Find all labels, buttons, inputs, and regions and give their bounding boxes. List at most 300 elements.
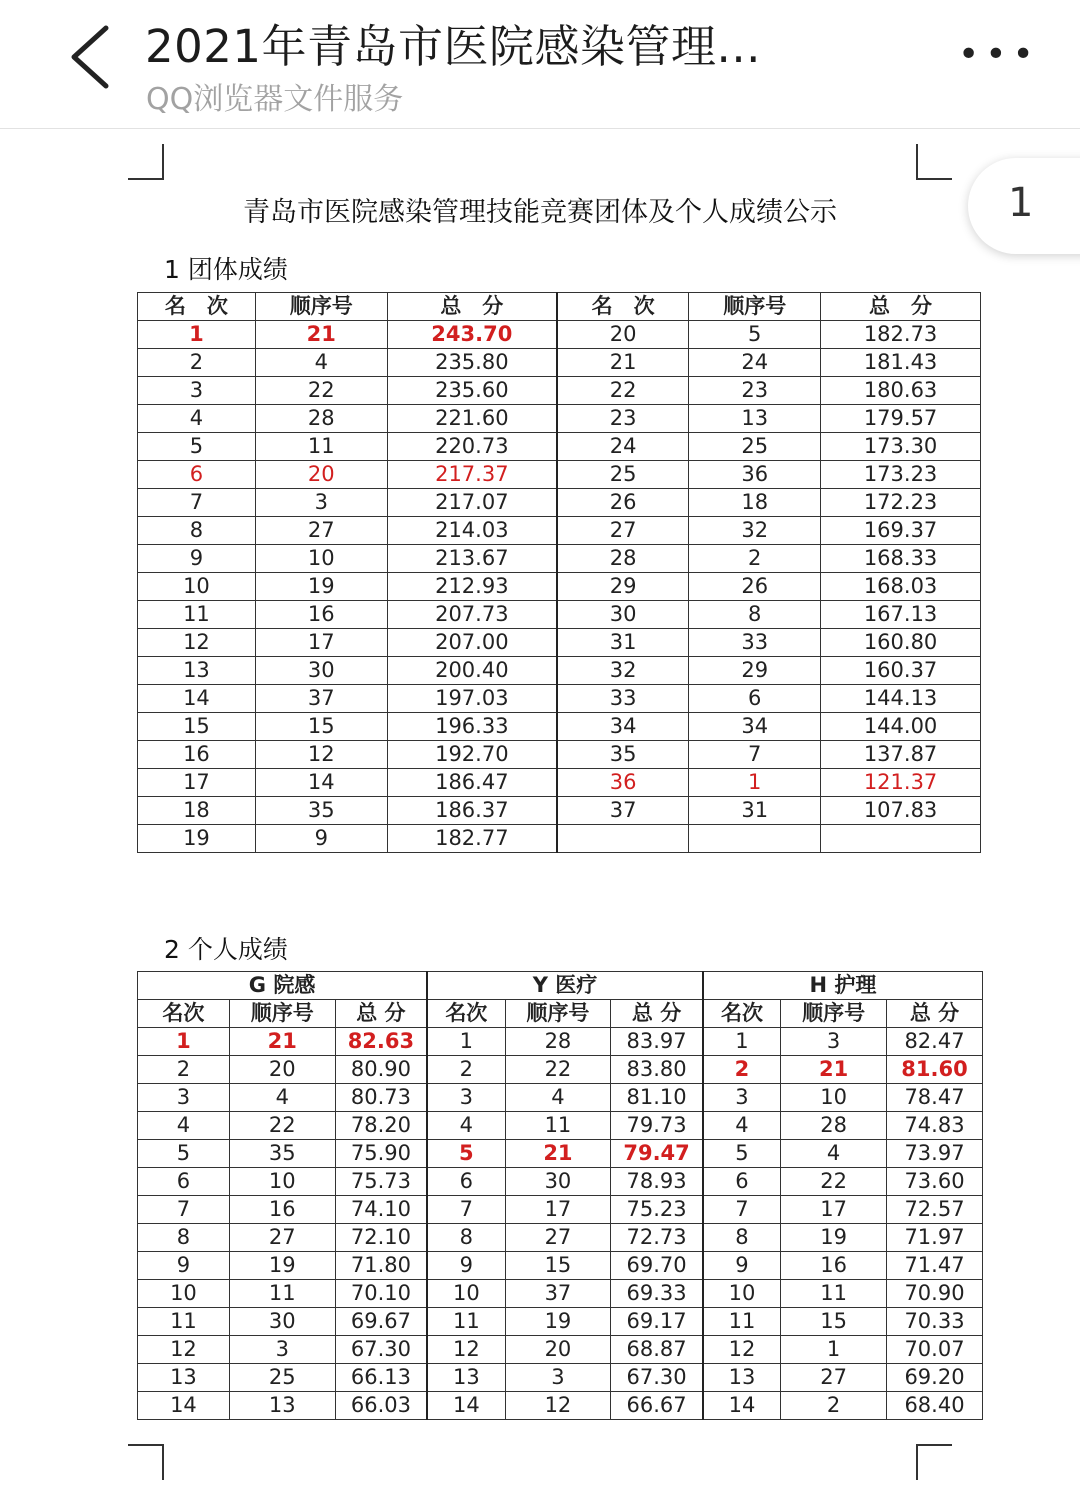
individual-results-table bbox=[137, 971, 983, 1420]
table-row bbox=[138, 825, 981, 853]
seq-cell: 28 bbox=[505, 1028, 611, 1056]
score-cell: 67.30 bbox=[335, 1336, 427, 1364]
seq-cell: 35 bbox=[229, 1140, 335, 1168]
score-cell: 173.23 bbox=[821, 461, 981, 489]
score-cell: 72.73 bbox=[611, 1224, 703, 1252]
score-cell: 192.70 bbox=[387, 741, 557, 769]
rank-cell: 26 bbox=[557, 489, 689, 517]
seq-cell: 7 bbox=[689, 741, 821, 769]
score-cell: 137.87 bbox=[821, 741, 981, 769]
score-cell: 66.13 bbox=[335, 1364, 427, 1392]
table-row bbox=[138, 1140, 983, 1168]
seq-cell: 37 bbox=[255, 685, 387, 713]
score-cell: 221.60 bbox=[387, 405, 557, 433]
score-cell: 235.80 bbox=[387, 349, 557, 377]
score-cell: 69.17 bbox=[611, 1308, 703, 1336]
table-row bbox=[138, 685, 981, 713]
score-cell: 180.63 bbox=[821, 377, 981, 405]
seq-cell: 32 bbox=[689, 517, 821, 545]
report-title: 青岛市医院感染管理技能竞赛团体及个人成绩公示 bbox=[243, 197, 837, 228]
rank-cell: 5 bbox=[138, 1140, 230, 1168]
seq-cell: 31 bbox=[689, 797, 821, 825]
table-row bbox=[138, 1028, 983, 1056]
app-header bbox=[0, 0, 1080, 129]
rank-cell: 24 bbox=[557, 433, 689, 461]
rank-cell: 6 bbox=[138, 461, 256, 489]
rank-cell: 6 bbox=[703, 1168, 781, 1196]
table-row bbox=[138, 797, 981, 825]
rank-cell bbox=[557, 825, 689, 853]
col-seq: 顺序号 bbox=[255, 293, 387, 321]
table-row bbox=[138, 1224, 983, 1252]
rank-cell: 7 bbox=[703, 1196, 781, 1224]
seq-cell: 12 bbox=[255, 741, 387, 769]
score-cell: 167.13 bbox=[821, 601, 981, 629]
page-number: 1 bbox=[1008, 180, 1034, 226]
seq-cell: 8 bbox=[689, 601, 821, 629]
group-g-header: G 院感 bbox=[138, 972, 428, 1000]
table-row bbox=[138, 1112, 983, 1140]
rank-cell: 13 bbox=[427, 1364, 505, 1392]
rank-cell: 14 bbox=[427, 1392, 505, 1420]
rank-cell: 5 bbox=[427, 1140, 505, 1168]
table-row bbox=[138, 349, 981, 377]
table-row bbox=[138, 1280, 983, 1308]
seq-cell: 21 bbox=[505, 1140, 611, 1168]
score-cell: 71.97 bbox=[887, 1224, 983, 1252]
seq-cell: 4 bbox=[781, 1140, 887, 1168]
rank-cell: 34 bbox=[557, 713, 689, 741]
seq-cell: 19 bbox=[781, 1224, 887, 1252]
rank-cell: 9 bbox=[427, 1252, 505, 1280]
rank-cell: 29 bbox=[557, 573, 689, 601]
seq-cell: 10 bbox=[229, 1168, 335, 1196]
source-subtitle: QQ浏览器文件服务 bbox=[146, 82, 404, 117]
section-individual-heading: 2 个人成绩 bbox=[164, 935, 288, 964]
score-cell: 75.90 bbox=[335, 1140, 427, 1168]
table-row bbox=[138, 657, 981, 685]
score-cell: 173.30 bbox=[821, 433, 981, 461]
rank-cell: 33 bbox=[557, 685, 689, 713]
rank-cell: 8 bbox=[138, 1224, 230, 1252]
seq-cell: 4 bbox=[505, 1084, 611, 1112]
seq-cell: 30 bbox=[505, 1168, 611, 1196]
seq-cell: 4 bbox=[255, 349, 387, 377]
score-cell: 212.93 bbox=[387, 573, 557, 601]
seq-cell: 10 bbox=[255, 545, 387, 573]
score-cell: 69.70 bbox=[611, 1252, 703, 1280]
seq-cell: 17 bbox=[505, 1196, 611, 1224]
score-cell: 73.60 bbox=[887, 1168, 983, 1196]
seq-cell: 5 bbox=[689, 321, 821, 349]
seq-cell: 3 bbox=[255, 489, 387, 517]
seq-cell: 29 bbox=[689, 657, 821, 685]
score-cell: 74.83 bbox=[887, 1112, 983, 1140]
seq-cell: 27 bbox=[255, 517, 387, 545]
seq-cell: 33 bbox=[689, 629, 821, 657]
team-results-table bbox=[137, 292, 981, 853]
seq-cell: 1 bbox=[689, 769, 821, 797]
rank-cell: 12 bbox=[138, 629, 256, 657]
score-cell: 75.23 bbox=[611, 1196, 703, 1224]
score-cell: 107.83 bbox=[821, 797, 981, 825]
seq-cell: 36 bbox=[689, 461, 821, 489]
group-h-header: H 护理 bbox=[703, 972, 983, 1000]
score-cell: 168.03 bbox=[821, 573, 981, 601]
col-rank: 名次 bbox=[703, 1000, 781, 1028]
seq-cell: 15 bbox=[255, 713, 387, 741]
seq-cell: 19 bbox=[255, 573, 387, 601]
score-cell: 80.73 bbox=[335, 1084, 427, 1112]
corner-mark-bottom-right bbox=[916, 1444, 952, 1480]
seq-cell: 16 bbox=[781, 1252, 887, 1280]
document-title: 2021年青岛市医院感染管理... bbox=[145, 20, 761, 73]
table-row bbox=[138, 1056, 983, 1084]
seq-cell: 22 bbox=[505, 1056, 611, 1084]
rank-cell: 7 bbox=[427, 1196, 505, 1224]
rank-cell: 11 bbox=[703, 1308, 781, 1336]
score-cell: 68.40 bbox=[887, 1392, 983, 1420]
col-score: 总 分 bbox=[611, 1000, 703, 1028]
seq-cell: 16 bbox=[255, 601, 387, 629]
rank-cell: 18 bbox=[138, 797, 256, 825]
score-cell: 82.63 bbox=[335, 1028, 427, 1056]
score-cell: 69.33 bbox=[611, 1280, 703, 1308]
rank-cell: 4 bbox=[703, 1112, 781, 1140]
table-row bbox=[138, 321, 981, 349]
seq-cell: 19 bbox=[229, 1252, 335, 1280]
rank-cell: 35 bbox=[557, 741, 689, 769]
section-team-heading: 1 团体成绩 bbox=[164, 255, 288, 284]
seq-cell: 34 bbox=[689, 713, 821, 741]
score-cell: 80.90 bbox=[335, 1056, 427, 1084]
table-row bbox=[138, 1084, 983, 1112]
seq-cell: 21 bbox=[255, 321, 387, 349]
rank-cell: 37 bbox=[557, 797, 689, 825]
score-cell: 67.30 bbox=[611, 1364, 703, 1392]
table-row bbox=[138, 1168, 983, 1196]
rank-cell: 1 bbox=[138, 1028, 230, 1056]
seq-cell: 20 bbox=[505, 1336, 611, 1364]
rank-cell: 10 bbox=[427, 1280, 505, 1308]
seq-cell: 3 bbox=[229, 1336, 335, 1364]
col-score: 总 分 bbox=[387, 293, 557, 321]
score-cell: 213.67 bbox=[387, 545, 557, 573]
table-row bbox=[138, 1336, 983, 1364]
score-cell: 181.43 bbox=[821, 349, 981, 377]
rank-cell: 20 bbox=[557, 321, 689, 349]
score-cell: 73.97 bbox=[887, 1140, 983, 1168]
rank-cell: 5 bbox=[138, 433, 256, 461]
table-row bbox=[138, 1196, 983, 1224]
score-cell: 200.40 bbox=[387, 657, 557, 685]
seq-cell: 14 bbox=[255, 769, 387, 797]
score-cell: 168.33 bbox=[821, 545, 981, 573]
col-seq: 顺序号 bbox=[689, 293, 821, 321]
seq-cell: 1 bbox=[781, 1336, 887, 1364]
rank-cell: 25 bbox=[557, 461, 689, 489]
seq-cell: 26 bbox=[689, 573, 821, 601]
seq-cell: 37 bbox=[505, 1280, 611, 1308]
seq-cell: 13 bbox=[229, 1392, 335, 1420]
rank-cell: 8 bbox=[427, 1224, 505, 1252]
seq-cell: 19 bbox=[505, 1308, 611, 1336]
score-cell: 81.10 bbox=[611, 1084, 703, 1112]
more-options-icon[interactable]: ••• bbox=[958, 34, 1040, 75]
rank-cell: 1 bbox=[138, 321, 256, 349]
score-cell: 243.70 bbox=[387, 321, 557, 349]
seq-cell: 27 bbox=[781, 1364, 887, 1392]
rank-cell: 6 bbox=[427, 1168, 505, 1196]
seq-cell: 17 bbox=[781, 1196, 887, 1224]
table-row bbox=[138, 517, 981, 545]
seq-cell: 21 bbox=[229, 1028, 335, 1056]
score-cell: 83.97 bbox=[611, 1028, 703, 1056]
score-cell: 72.57 bbox=[887, 1196, 983, 1224]
col-seq: 顺序号 bbox=[229, 1000, 335, 1028]
rank-cell: 13 bbox=[138, 1364, 230, 1392]
seq-cell: 6 bbox=[689, 685, 821, 713]
rank-cell: 9 bbox=[138, 545, 256, 573]
seq-cell: 13 bbox=[689, 405, 821, 433]
rank-cell: 6 bbox=[138, 1168, 230, 1196]
score-cell: 197.03 bbox=[387, 685, 557, 713]
rank-cell: 11 bbox=[138, 1308, 230, 1336]
score-cell: 75.73 bbox=[335, 1168, 427, 1196]
seq-cell: 11 bbox=[505, 1112, 611, 1140]
table-row bbox=[138, 1252, 983, 1280]
rank-cell: 7 bbox=[138, 1196, 230, 1224]
score-cell: 144.13 bbox=[821, 685, 981, 713]
seq-cell: 10 bbox=[781, 1084, 887, 1112]
table-row bbox=[138, 1392, 983, 1420]
score-cell: 78.93 bbox=[611, 1168, 703, 1196]
score-cell: 186.47 bbox=[387, 769, 557, 797]
seq-cell: 21 bbox=[781, 1056, 887, 1084]
rank-cell: 4 bbox=[427, 1112, 505, 1140]
score-cell: 70.33 bbox=[887, 1308, 983, 1336]
score-cell: 79.47 bbox=[611, 1140, 703, 1168]
score-cell: 70.90 bbox=[887, 1280, 983, 1308]
seq-cell: 25 bbox=[689, 433, 821, 461]
seq-cell: 11 bbox=[255, 433, 387, 461]
table-row bbox=[138, 377, 981, 405]
seq-cell: 12 bbox=[505, 1392, 611, 1420]
seq-cell: 30 bbox=[229, 1308, 335, 1336]
rank-cell: 8 bbox=[703, 1224, 781, 1252]
score-cell: 68.87 bbox=[611, 1336, 703, 1364]
score-cell: 179.57 bbox=[821, 405, 981, 433]
rank-cell: 30 bbox=[557, 601, 689, 629]
rank-cell: 2 bbox=[138, 1056, 230, 1084]
score-cell: 144.00 bbox=[821, 713, 981, 741]
back-arrow-icon[interactable] bbox=[62, 22, 122, 92]
table-row bbox=[138, 741, 981, 769]
seq-cell: 24 bbox=[689, 349, 821, 377]
seq-cell: 25 bbox=[229, 1364, 335, 1392]
score-cell: 71.47 bbox=[887, 1252, 983, 1280]
rank-cell: 10 bbox=[138, 573, 256, 601]
rank-cell: 14 bbox=[138, 685, 256, 713]
score-cell: 186.37 bbox=[387, 797, 557, 825]
seq-cell: 11 bbox=[781, 1280, 887, 1308]
seq-cell: 35 bbox=[255, 797, 387, 825]
rank-cell: 32 bbox=[557, 657, 689, 685]
seq-cell: 17 bbox=[255, 629, 387, 657]
score-cell: 66.67 bbox=[611, 1392, 703, 1420]
table-row bbox=[138, 1308, 983, 1336]
score-cell: 70.07 bbox=[887, 1336, 983, 1364]
seq-cell: 20 bbox=[229, 1056, 335, 1084]
rank-cell: 12 bbox=[703, 1336, 781, 1364]
rank-cell: 2 bbox=[703, 1056, 781, 1084]
rank-cell: 31 bbox=[557, 629, 689, 657]
table-row bbox=[138, 1364, 983, 1392]
col-seq: 顺序号 bbox=[781, 1000, 887, 1028]
table-row bbox=[138, 573, 981, 601]
score-cell: 182.77 bbox=[387, 825, 557, 853]
score-cell: 217.07 bbox=[387, 489, 557, 517]
group-header-row bbox=[138, 972, 983, 1000]
score-cell: 78.47 bbox=[887, 1084, 983, 1112]
rank-cell: 1 bbox=[703, 1028, 781, 1056]
score-cell: 79.73 bbox=[611, 1112, 703, 1140]
seq-cell: 11 bbox=[229, 1280, 335, 1308]
rank-cell: 16 bbox=[138, 741, 256, 769]
rank-cell: 3 bbox=[138, 1084, 230, 1112]
rank-cell: 4 bbox=[138, 1112, 230, 1140]
seq-cell: 3 bbox=[781, 1028, 887, 1056]
score-cell: 74.10 bbox=[335, 1196, 427, 1224]
score-cell: 217.37 bbox=[387, 461, 557, 489]
rank-cell: 4 bbox=[138, 405, 256, 433]
table-row bbox=[138, 769, 981, 797]
seq-cell: 2 bbox=[689, 545, 821, 573]
rank-cell: 21 bbox=[557, 349, 689, 377]
table-row bbox=[138, 461, 981, 489]
rank-cell: 11 bbox=[427, 1308, 505, 1336]
score-cell: 82.47 bbox=[887, 1028, 983, 1056]
col-rank: 名次 bbox=[427, 1000, 505, 1028]
rank-cell: 9 bbox=[138, 1252, 230, 1280]
rank-cell: 9 bbox=[703, 1252, 781, 1280]
rank-cell: 19 bbox=[138, 825, 256, 853]
seq-cell: 23 bbox=[689, 377, 821, 405]
seq-cell: 28 bbox=[781, 1112, 887, 1140]
col-seq: 顺序号 bbox=[505, 1000, 611, 1028]
score-cell: 182.73 bbox=[821, 321, 981, 349]
score-cell: 121.37 bbox=[821, 769, 981, 797]
seq-cell: 16 bbox=[229, 1196, 335, 1224]
seq-cell: 15 bbox=[505, 1252, 611, 1280]
table-row bbox=[138, 713, 981, 741]
seq-cell: 9 bbox=[255, 825, 387, 853]
corner-mark-top-left bbox=[128, 144, 164, 180]
score-cell: 66.03 bbox=[335, 1392, 427, 1420]
rank-cell: 12 bbox=[427, 1336, 505, 1364]
table-row bbox=[138, 601, 981, 629]
rank-cell: 15 bbox=[138, 713, 256, 741]
rank-cell: 17 bbox=[138, 769, 256, 797]
col-rank: 名 次 bbox=[557, 293, 689, 321]
rank-cell: 3 bbox=[138, 377, 256, 405]
score-cell: 214.03 bbox=[387, 517, 557, 545]
col-score: 总 分 bbox=[335, 1000, 427, 1028]
score-cell: 160.37 bbox=[821, 657, 981, 685]
score-cell: 72.10 bbox=[335, 1224, 427, 1252]
seq-cell bbox=[689, 825, 821, 853]
score-cell: 207.73 bbox=[387, 601, 557, 629]
rank-cell: 13 bbox=[138, 657, 256, 685]
rank-cell: 13 bbox=[703, 1364, 781, 1392]
rank-cell: 7 bbox=[138, 489, 256, 517]
individual-header-row bbox=[138, 1000, 983, 1028]
corner-mark-top-right bbox=[916, 144, 952, 180]
table-row bbox=[138, 629, 981, 657]
score-cell: 160.80 bbox=[821, 629, 981, 657]
table-row bbox=[138, 405, 981, 433]
rank-cell: 27 bbox=[557, 517, 689, 545]
seq-cell: 20 bbox=[255, 461, 387, 489]
rank-cell: 36 bbox=[557, 769, 689, 797]
rank-cell: 8 bbox=[138, 517, 256, 545]
score-cell: 71.80 bbox=[335, 1252, 427, 1280]
seq-cell: 2 bbox=[781, 1392, 887, 1420]
rank-cell: 10 bbox=[703, 1280, 781, 1308]
seq-cell: 27 bbox=[229, 1224, 335, 1252]
score-cell: 235.60 bbox=[387, 377, 557, 405]
score-cell: 78.20 bbox=[335, 1112, 427, 1140]
rank-cell: 3 bbox=[703, 1084, 781, 1112]
seq-cell: 27 bbox=[505, 1224, 611, 1252]
score-cell: 207.00 bbox=[387, 629, 557, 657]
score-cell: 220.73 bbox=[387, 433, 557, 461]
seq-cell: 22 bbox=[255, 377, 387, 405]
score-cell: 69.20 bbox=[887, 1364, 983, 1392]
seq-cell: 30 bbox=[255, 657, 387, 685]
col-rank: 名次 bbox=[138, 1000, 230, 1028]
rank-cell: 11 bbox=[138, 601, 256, 629]
rank-cell: 2 bbox=[427, 1056, 505, 1084]
seq-cell: 15 bbox=[781, 1308, 887, 1336]
score-cell: 83.80 bbox=[611, 1056, 703, 1084]
score-cell: 81.60 bbox=[887, 1056, 983, 1084]
score-cell: 196.33 bbox=[387, 713, 557, 741]
team-header-row bbox=[138, 293, 981, 321]
seq-cell: 4 bbox=[229, 1084, 335, 1112]
score-cell: 172.23 bbox=[821, 489, 981, 517]
rank-cell: 22 bbox=[557, 377, 689, 405]
rank-cell: 3 bbox=[427, 1084, 505, 1112]
seq-cell: 3 bbox=[505, 1364, 611, 1392]
rank-cell: 28 bbox=[557, 545, 689, 573]
seq-cell: 28 bbox=[255, 405, 387, 433]
table-row bbox=[138, 433, 981, 461]
rank-cell: 14 bbox=[703, 1392, 781, 1420]
score-cell: 169.37 bbox=[821, 517, 981, 545]
rank-cell: 23 bbox=[557, 405, 689, 433]
seq-cell: 22 bbox=[229, 1112, 335, 1140]
seq-cell: 18 bbox=[689, 489, 821, 517]
rank-cell: 1 bbox=[427, 1028, 505, 1056]
table-row bbox=[138, 545, 981, 573]
rank-cell: 14 bbox=[138, 1392, 230, 1420]
col-rank: 名 次 bbox=[138, 293, 256, 321]
seq-cell: 22 bbox=[781, 1168, 887, 1196]
score-cell: 70.10 bbox=[335, 1280, 427, 1308]
col-score: 总 分 bbox=[887, 1000, 983, 1028]
rank-cell: 5 bbox=[703, 1140, 781, 1168]
